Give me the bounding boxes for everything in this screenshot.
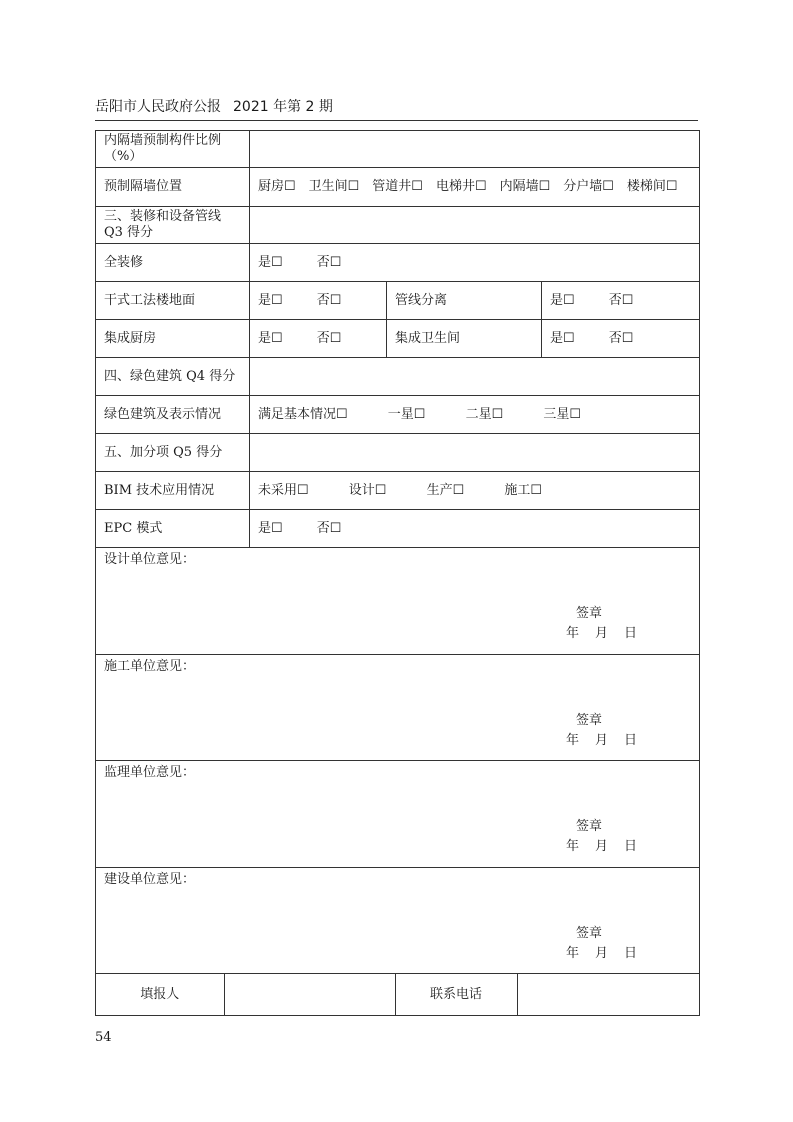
green-building-label: 绿色建筑及表示情况 [96,396,250,434]
integrated-bathroom-no-checkbox[interactable]: 否☐ [608,330,634,346]
bim-not-used-checkbox[interactable]: 未采用☐ [258,482,309,498]
epc-yes-checkbox[interactable]: 是☐ [258,520,283,536]
opinion-label: 监理单位意见： [104,765,196,780]
pipeline-separation-label: 管线分离 [387,282,542,320]
supervision-unit-opinion[interactable] [96,761,700,868]
epc-label: EPC 模式 [96,510,250,548]
integrated-kitchen-options[interactable] [250,320,387,358]
page-header [95,98,698,121]
pipeline-separation-options[interactable] [542,282,700,320]
green-three-star-checkbox[interactable]: 三星☐ [543,406,582,422]
phone-label: 联系电话 [395,974,517,1015]
date-line: 年 月 日 [566,839,638,854]
section3-heading: 三、装修和设备管线 Q3 得分 [96,207,250,244]
bim-construction-checkbox[interactable]: 施工☐ [504,482,543,498]
epc-options[interactable] [250,510,700,548]
bim-production-checkbox[interactable]: 生产☐ [426,482,465,498]
full-decoration-no-checkbox[interactable]: 否☐ [316,254,342,270]
integrated-kitchen-yes-checkbox[interactable]: 是☐ [258,330,283,346]
epc-no-checkbox[interactable]: 否☐ [316,520,342,536]
prefab-wall-position-options[interactable]: 厨房☐ 卫生间☐ 管道井☐ 电梯井☐ 内隔墙☐ 分户墙☐ 楼梯间☐ [250,168,700,207]
section5-score-field[interactable] [250,434,700,472]
dry-floor-options[interactable] [250,282,387,320]
bim-label: BIM 技术应用情况 [96,472,250,510]
signature-label: 签章 [576,606,603,621]
dry-floor-yes-checkbox[interactable]: 是☐ [258,292,283,308]
construction-owner-opinion[interactable] [96,868,700,974]
section4-heading: 四、绿色建筑 Q4 得分 [96,358,250,396]
prefab-wall-position-label: 预制隔墙位置 [96,168,250,207]
pipeline-separation-yes-checkbox[interactable]: 是☐ [550,292,575,308]
section4-score-field[interactable] [250,358,700,396]
footer-row [96,974,700,1015]
signature-label: 签章 [576,713,603,728]
pipeline-separation-no-checkbox[interactable]: 否☐ [608,292,634,308]
green-building-options[interactable] [250,396,700,434]
phone-field[interactable] [517,974,700,1015]
integrated-bathroom-yes-checkbox[interactable]: 是☐ [550,330,575,346]
dry-floor-no-checkbox[interactable]: 否☐ [316,292,342,308]
issue-number: 2021 年第 2 期 [233,99,333,115]
integrated-bathroom-options[interactable] [542,320,700,358]
signature-label: 签章 [576,926,603,941]
integrated-kitchen-label: 集成厨房 [96,320,250,358]
full-decoration-label: 全装修 [96,244,250,282]
section5-heading: 五、加分项 Q5 得分 [96,434,250,472]
bim-design-checkbox[interactable]: 设计☐ [348,482,387,498]
dry-floor-label: 干式工法楼地面 [96,282,250,320]
internal-wall-ratio-label: 内隔墙预制构件比例（%） [96,131,250,168]
design-unit-opinion[interactable] [96,548,700,655]
opinion-label: 设计单位意见： [104,552,196,567]
bim-options[interactable] [250,472,700,510]
integrated-bathroom-label: 集成卫生间 [387,320,542,358]
date-line: 年 月 日 [566,733,638,748]
section3-score-field[interactable] [250,207,700,244]
green-two-star-checkbox[interactable]: 二星☐ [465,406,504,422]
green-basic-checkbox[interactable]: 满足基本情况☐ [258,406,348,422]
filler-field[interactable] [224,974,395,1015]
full-decoration-yes-checkbox[interactable]: 是☐ [258,254,283,270]
date-line: 年 月 日 [566,946,638,961]
full-decoration-options[interactable] [250,244,700,282]
opinion-label: 建设单位意见： [104,872,196,887]
form-table [95,130,700,1016]
internal-wall-ratio-field[interactable] [250,131,700,168]
construction-unit-opinion[interactable] [96,655,700,761]
green-one-star-checkbox[interactable]: 一星☐ [387,406,426,422]
signature-label: 签章 [576,819,603,834]
date-line: 年 月 日 [566,626,638,641]
filler-label: 填报人 [96,974,224,1015]
opinion-label: 施工单位意见： [104,659,196,674]
gazette-title: 岳阳市人民政府公报 [95,99,221,115]
page-number: 54 [95,1030,112,1045]
integrated-kitchen-no-checkbox[interactable]: 否☐ [316,330,342,346]
